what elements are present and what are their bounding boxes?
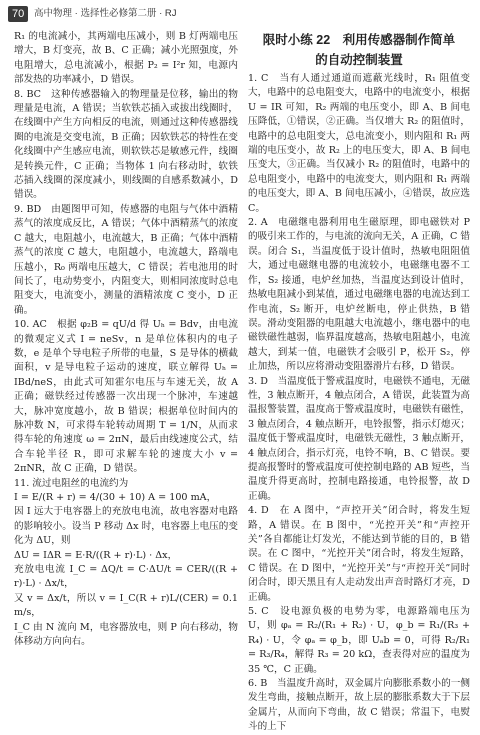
answer-9: 9. BD 由题图甲可知，传感器的电阻与气体中酒精蒸气的浓度成反比，A 错误；气体中酒精蒸气的浓度 C 越大，电阻越小，电流越大，B 正确；气体中酒精蒸气的浓度 C 越大，电阻越小，电流越大，路端电压越小，R₀ 两端电压越大，C 错误；若电池用的时间长了，电动势变小，内阻变大，则相同浓度时总电阻变大，电流变小，测量的酒精浓度 C 变小，D 正确。 [14,203,238,316]
answer-6: 6. B 当温度升高时，双金属片向膨胀系数小的一侧发生弯曲，接触点断开，故上层的膨胀系数大于下层金属片，从而向下弯曲，故 C 错误；常温下，电熨斗的上下 [248,678,470,733]
answer-5: 5. C 设电源负极的电势为零，电源路端电压为 U，则 φₐ = R₂/(R₁ + R₂) · U，φ_b = R₁/(R₃ + R₄) · U，令 φₐ = φ_b，即 Uₐb = 0，可得 R₂/R₁ = R₃/R₄，解得 R₃ = 20 kΩ，查表得对应的温度为 35 ℃，C 正确。 [248,606,470,675]
section-title: 限时小练 22 利用传感器制作简单 [262,33,456,47]
equation-charge-current: 充放电电流 I_C = ΔQ/t = C·ΔU/t = CER/((R + r)·L) · Δx/t， [14,564,238,590]
answer-4: 4. D 在 A 图中，“声控开关”闭合时，将发生短路，A 错误。在 B 图中，“光控开关”和“声控开关”各自都能让灯发光，不能达到节能的目的，B 错误。在 C 图中，“光控开关”闭合时，将发生短路，C 错误。在 D 图中，“光控开关”与“声控开关”同时闭合时，即天黑且有人走动发出声音时路灯才亮，D 正确。 [248,505,470,603]
answer-10: 10. AC 根据 φ₂B = qU/d 得 Uₕ = Bdv，由电流的微观定义式 I = neSv，n 是单位体积内的电子数，e 是单个导电粒子所带的电量，S 是导体的横截面积，v 是导电粒子运动的速度，联立解得 Uₕ = IBd/neS，由此式可知霍尔电压与车速无关，故 A 正确；磁铁经过传感器一次出现一个脉冲，车速越大，脉冲宽度越小，故 B 错误；根据单位时间内的脉冲数 N，可求得车轮转动周期 T = 1/N，从而求得车轮的角速度 ω = 2πN，最后由线速度公式，结合车轮半径 R，即可求解车轮的速度大小 v = 2πNR，故 C 正确，D 错误。 [14,319,238,475]
answer-3: 3. D 当温度低于警戒温度时，电磁铁不通电，无磁性，3 触点断开，4 触点闭合，A 错误，此装置为高温报警装置，温度高于警戒温度时，电磁铁有磁性，3 触点闭合，4 触点断开，电铃报警，指示灯熄灭；温度低于警戒温度时，电磁铁无磁性，3 触点断开，4 触点闭合，指示灯亮，电铃不响，B、C 错误。要提高报警时的警戒温度可使控制电路的 AB 短些，当温度升得更高时，控制电路接通，电铃报警，故 D 正确。 [248,375,470,502]
equation-delta-u: ΔU = IΔR = E·R/((R + r)·L) · Δx， [14,549,178,561]
right-column [248,30,470,735]
answer-8: 8. BC 这种传感器输入的物理量是位移，输出的物理量是电流，A 错误；当软铁芯插入或拔出线圈时，在线圈中产生方向相反的电流，则通过这种传感器线圈的电流是交变电流，B 正确；因软铁芯的特性在变化线圈中产生感应电流，则软铁芯是敏感元件，线圈是转换元件，C 正确；当物体 1 向右移动时，软铁芯插入线圈的深度减小，则线圈的自感系数减小，D 错误。 [14,88,238,201]
page-number: 70 [8,6,28,22]
equation-velocity: 又 v = Δx/t，所以 v = I_C(R + r)L/(CER) = 0.1 m/s， [14,592,238,619]
answer-1: 1. C 当有人通过通道而遮蔽光线时，R₁ 阻值变大，电路中的总电阻变大，电路中的电流变小，根据 U = IR 可知，R₂ 两端的电压变小，即 A、B 间电压降低，①错误，②正确。当仅增大 R₂ 的阻值时，电路中的总电阻变大，总电流变小，则内阻和 R₁ 两端的电压变小，故 R₂ 上的电压变大，即 A、B 间电压变大，③正确。当仅减小 R₂ 的阻值时，电路中的总电阻变小，电路中的电流变大，则内阻和 R₁ 两端的电压变大，即 A、B 间电压减小，④错误，故应选 C。 [248,73,470,214]
answer-2: 2. A 电磁继电器利用电生磁原理，即电磁铁对 P 的吸引来工作的，与电流的流向无关，A 正确，C 错误。闭合 S₁，当温度低于设计值时，热敏电阻阻值大，通过电磁继电器的电流较小，电磁继电器不工作，S₂ 接通，电炉丝加热，当温度达到设计值时，热敏电阻减小到某值，通过电磁继电器的电流达到工作电流，S₂ 断开，电炉丝断电，停止供热，B 错误。滑动变阻器的电阻越大电流越小，继电器中的电磁铁磁性越弱，临界温度越高，热敏电阻越小，电流越大，到某一值，电磁铁才会吸引 P，松开 S₂，停止加热，所以应将滑动变阻器滑片右移，D 错误。 [248,217,470,373]
answer-11: 11. 流过电阻丝的电流约为 [14,477,129,489]
running-title: 高中物理 · 选择性必修第二册 · RJ [34,8,177,19]
left-column [14,30,238,649]
paragraph: I_C 由 N 流向 M，电容器放电，则 P 向右移动，物体移动方向向右。 [14,621,238,648]
section-subtitle: 的自动控制装置 [315,53,403,67]
equation-current: I = E/(R + r) = 4/(30 + 10) A = 100 mA， [14,492,217,503]
page-header [0,0,480,28]
paragraph: R₁ 的电流减小，其两端电压减小，则 B 灯两端电压增大，B 灯变亮，故 B、C 正确；减小光照强度，外电阻增大，总电流减小，根据 P₂ = I²r 知，电源内部发热的功率减小，D 错误。 [14,31,238,86]
paragraph: 因 I 远大于电容器上的充放电电流，故电容器对电路的影响较小。设当 P 移动 Δx 时，电容器上电压的变化为 ΔU，则 [14,506,238,547]
